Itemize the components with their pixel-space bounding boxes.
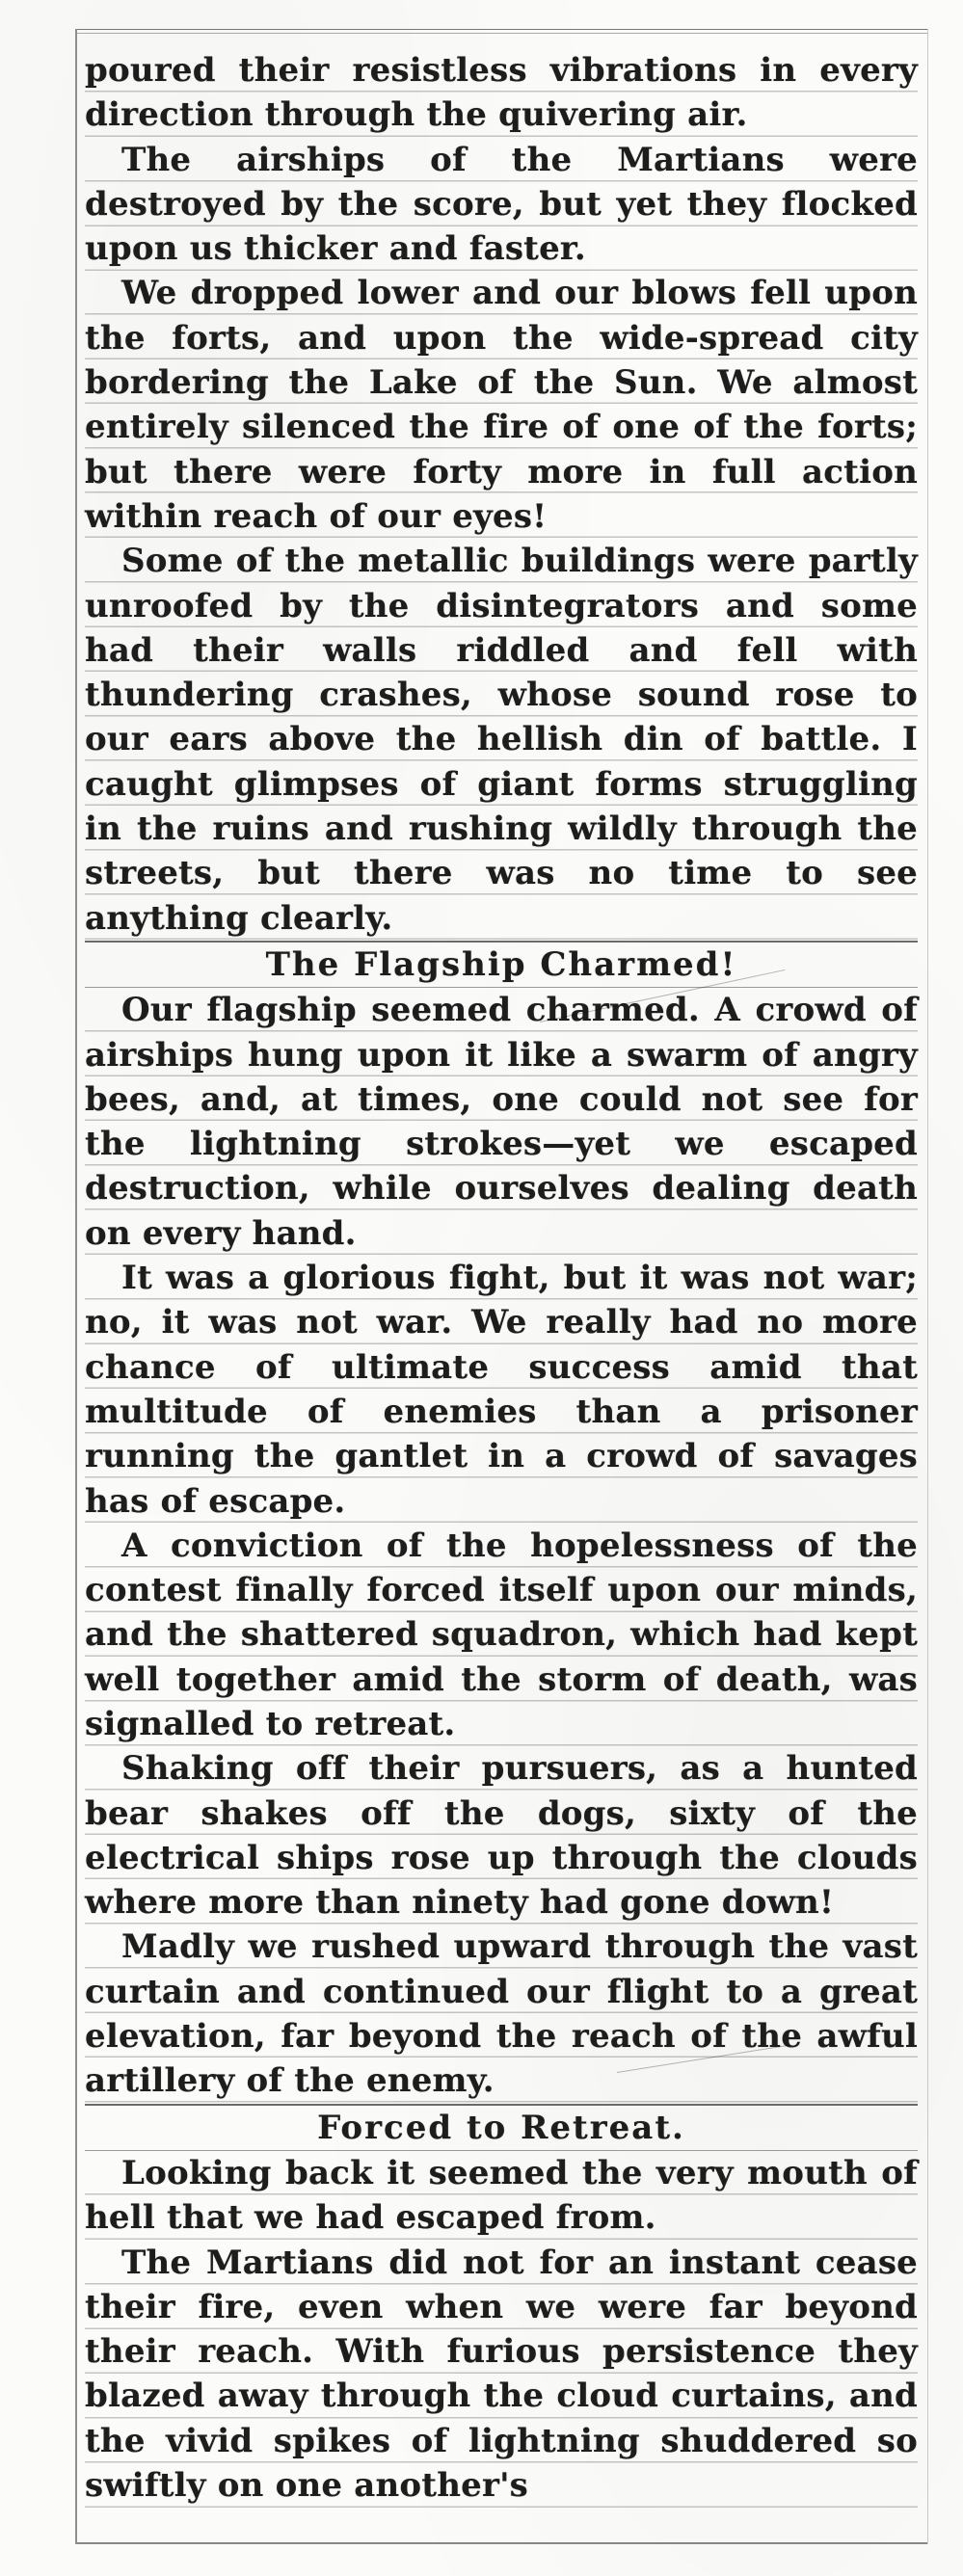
article-paragraph: Some of the metallic buildings were partly unroofed by the disintegrators and some had their walls riddled and fell with thundering crashes, whose sound rose to our ears above the hellish din of battle. I caught glimpses of giant forms struggling in the ruins and rushing wildly through the streets, but there was no time to see anything clearly. — [85, 539, 918, 941]
article-paragraph: Looking back it seemed the very mouth of hell that we had escaped from. — [85, 2151, 918, 2241]
article-paragraph: poured their resistless vibrations in every direction through the quivering air. — [85, 48, 918, 138]
article-paragraph: Madly we rushed upward through the vast curtain and continued our flight to a great elevation, far beyond the reach of the awful artillery of the enemy. — [85, 1925, 918, 2103]
article-body — [85, 48, 918, 2508]
article-paragraph: It was a glorious fight, but it was not war; no, it was not war. We really had no more chance of ultimate success amid that multitude of enemies than a prisoner running the gantlet in a crowd of savages has of escape. — [85, 1256, 918, 1524]
article-paragraph: The Martians did not for an instant cease their fire, even when we were far beyond their reach. With furious persistence they blazed away through the cloud curtains, and the vivid spikes of lightning shuddered so swiftly on one another's — [85, 2241, 918, 2509]
article-column — [75, 29, 928, 2544]
article-paragraph: We dropped lower and our blows fell upon the forts, and upon the wide-spread city bordering the Lake of the Sun. We almost entirely silenced the fire of one of the forts; but there were forty more in full action within reach of our eyes! — [85, 271, 918, 539]
article-paragraph: The airships of the Martians were destroyed by the score, but yet they flocked upon us thicker and faster. — [85, 138, 918, 272]
article-paragraph: A conviction of the hopelessness of the contest finally forced itself upon our minds, and the shattered squadron, which had kept well together amid the storm of death, was signalled to retreat. — [85, 1524, 918, 1746]
section-subhead: The Flagship Charmed! — [85, 941, 918, 988]
article-paragraph: Shaking off their pursuers, as a hunted bear shakes off the dogs, sixty of the electrical ships rose up through the clouds where more than ninety had gone down! — [85, 1746, 918, 1925]
section-subhead: Forced to Retreat. — [85, 2104, 918, 2151]
article-paragraph: Our flagship seemed charmed. A crowd of airships hung upon it like a swarm of angry bees, and, at times, one could not see for the lightning strokes—yet we escaped destruction, while ourselves dealing death on every hand. — [85, 988, 918, 1256]
